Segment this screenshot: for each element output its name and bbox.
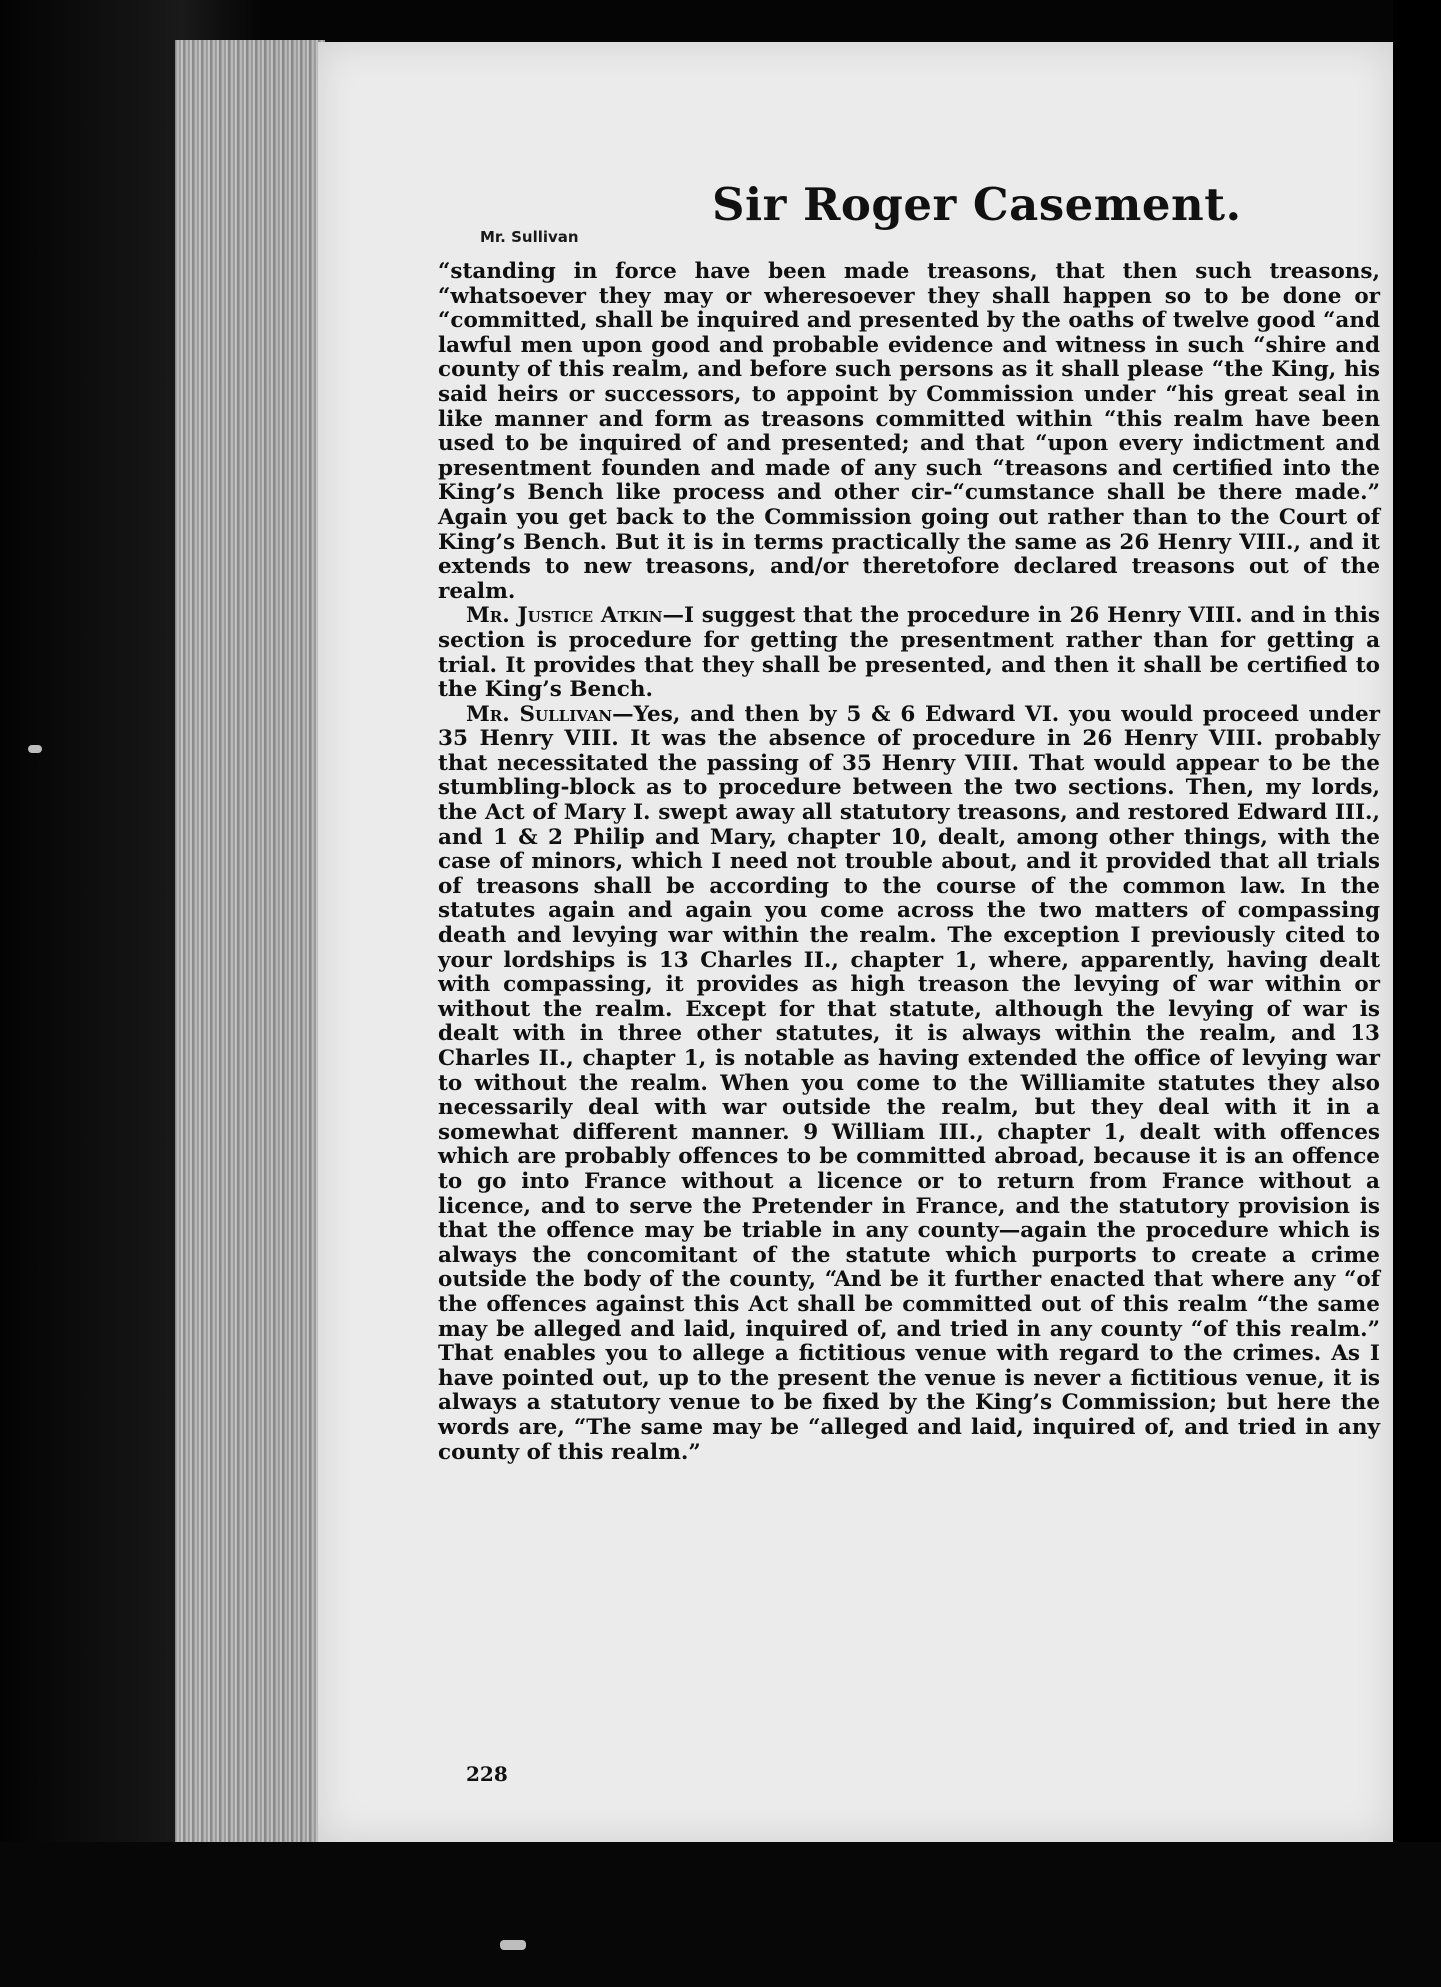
scan-speck: [500, 1940, 526, 1950]
body-text: [438, 260, 1380, 1465]
paragraph-text: —Yes, and then by 5 & 6 Edward VI. you would proceed under 35 Henry VIII. It was the absence of procedure in 26 Henry VIII. probably that necessitated the passing of 35 Henry VIII. That would appear to be the stumbling-block as to procedure between the two sections. Then, my lords, the Act of Mary I. swept away all statutory treasons, and restored Edward III., and 1 & 2 Philip and Mary, chapter 10, dealt, among other things, with the case of minors, which I need not trouble about, and it provided that all trials of treasons shall be according to the course of the common law. In the statutes again and again you come across the two matters of compassing death and levying war within the realm. The exception I previously cited to your lordships is 13 Charles II., chapter 1, where, apparently, having dealt with compassing, it provides as high treason the levying of war within or without the realm. Except for that statute, although the levying of war is dealt with in three other statutes, it is always within the realm, and 13 Charles II., chapter 1, is notable as having extended the office of levying war to without the realm. When you come to the Williamite statutes they also necessarily deal with war outside the realm, but they deal with it in a somewhat different manner. 9 William III., chapter 1, dealt with offences which are probably offences to be committed abroad, because it is an offence to go into France without a licence or to return from France without a licence, and to serve the Pretender in France, and the statutory provision is that the offence may be triable in any county—again the procedure which is always the concomitant of the statute which purports to create a crime outside the body of the county, “And be it further enacted that where any “of the offences against this Act shall be committed out of this realm “the same may be alleged and laid, inquired of, and tried in any county “of this realm.” That enables you to allege a fictitious venue with regard to the crimes. As I have pointed out, up to the present the venue is never a fictitious venue, it is always a statutory venue to be fixed by the King’s Commission; but here the words are, “The same may be “alleged and laid, inquired of, and tried in any county of this realm.”: [438, 701, 1380, 1465]
book-page-edges: [175, 40, 325, 1845]
speaker-name: Mr. Sullivan: [466, 701, 613, 727]
page-number: 228: [466, 1762, 508, 1786]
scan-bottom-border: [0, 1842, 1441, 1987]
paragraph-text: —I suggest that the procedure in 26 Henry VIII. and in this section is procedure for getting the presentment rather than for getting a trial. It provides that they shall be presented, and then it shall be certified to the King’s Bench.: [438, 603, 1381, 703]
scan-right-border: [1393, 0, 1441, 1987]
paragraph-1: “standing in force have been made treasons, that then such treasons, “whatsoever they may or wheresoever they shall happen so to be done or “committed, shall be inquired and presented by the oaths of twelve good “and lawful men upon good and probable evidence and witness in such “shire and county of this realm, and before such persons as it shall please “the King, his said heirs or successors, to appoint by Commission under “his great seal in like manner and form as treasons committed within “this realm have been used to be inquired of and presented; and that “upon every indictment and presentment founden and made of any such “treasons and certified into the King’s Bench like process and other cir-“cumstance shall be there made.” Again you get back to the Commission going out rather than to the Court of King’s Bench. But it is in terms practically the same as 26 Henry VIII., and it extends to new treasons, and/or theretofore declared treasons out of the realm.: [438, 259, 1380, 604]
paragraph-2: [438, 604, 1380, 702]
paragraph-3: [438, 703, 1380, 1465]
scan-speck: [28, 745, 42, 753]
speaker-head: Mr. Sullivan: [480, 228, 579, 246]
running-head: Sir Roger Casement.: [712, 178, 1242, 231]
speaker-name: Mr. Justice Atkin: [466, 603, 663, 629]
